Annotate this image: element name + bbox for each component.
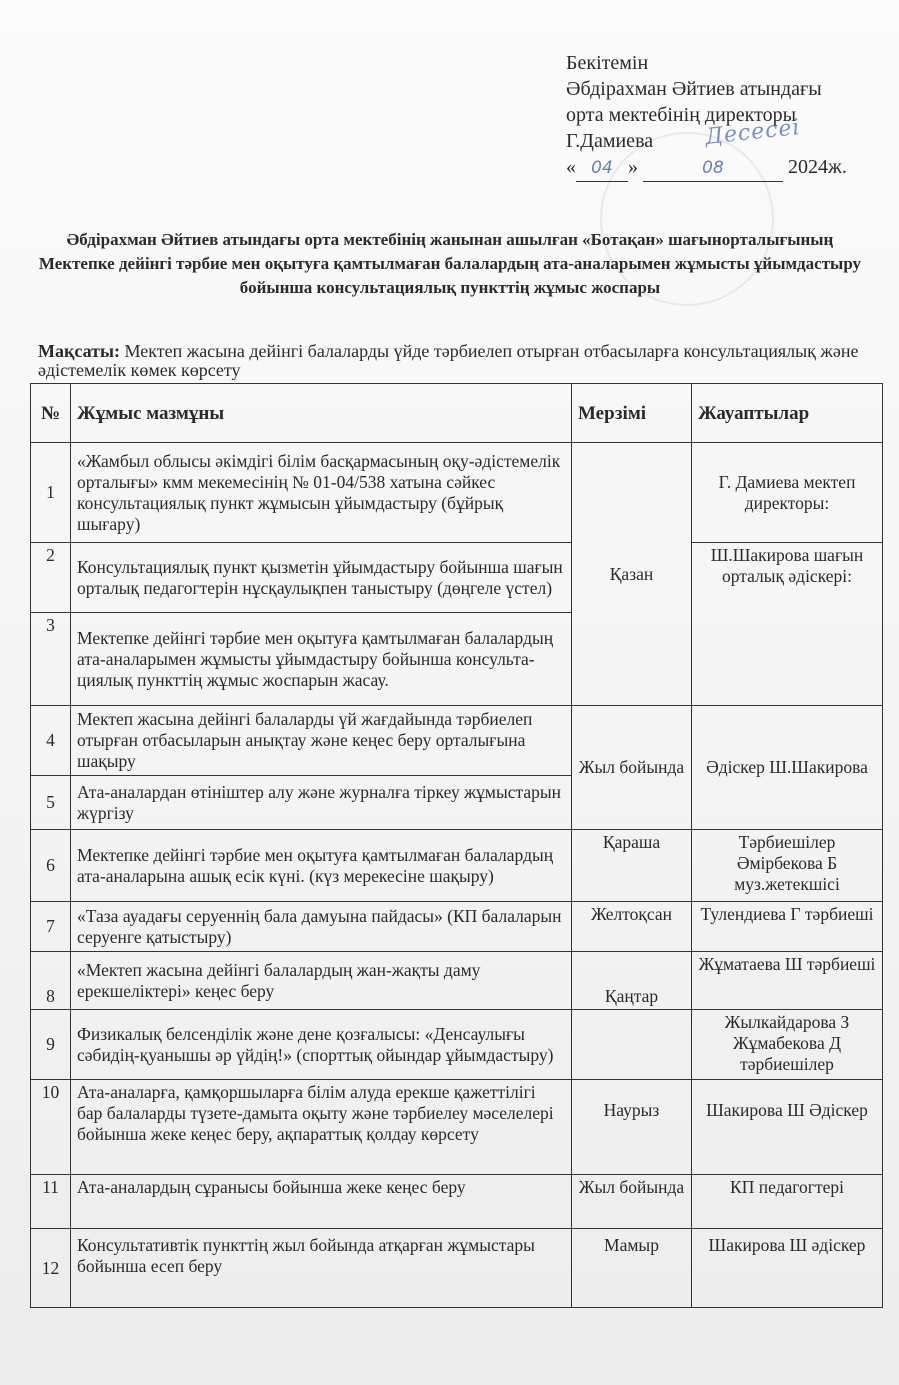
row-number: 3 (31, 613, 71, 706)
row-number: 1 (31, 443, 71, 543)
row-number: 12 (31, 1229, 71, 1308)
row-responsible: Г. Дамиева мектеп директоры: (692, 443, 883, 543)
row-number: 4 (31, 706, 71, 776)
row-number: 2 (31, 543, 71, 613)
row-number: 5 (31, 776, 71, 830)
row-responsible: Тулендиева Г тәрбиеші (692, 902, 883, 952)
row-date: Жыл бойында (572, 706, 692, 830)
row-number: 7 (31, 902, 71, 952)
table-row (31, 443, 883, 543)
row-content: Мектеп жасына дейінгі балаларды үй жағдайында тәрбиелеп отырған отбасыларын анықтау және кеңес беру орталығына шақыру (71, 706, 572, 776)
header-number: № (31, 384, 71, 443)
row-content: Ата-аналардан өтініштер алу және журналға тіркеу жұмыстарын жүргізу (71, 776, 572, 830)
row-date: Наурыз (572, 1080, 692, 1175)
table-row (31, 830, 883, 902)
row-number: 8 (31, 952, 71, 1010)
row-date: Қараша (572, 830, 692, 902)
table-row (31, 902, 883, 952)
plan-table (30, 383, 883, 1308)
row-date: Жыл бойында (572, 1175, 692, 1229)
approval-block (566, 50, 886, 182)
goal-label: Мақсаты: (38, 341, 120, 361)
row-content: «Мектеп жасына дейінгі балалардың жан-жақты даму ерекшеліктері» кеңес беру (71, 952, 572, 1010)
signature: Десесеі (703, 115, 802, 150)
row-content: Ата-аналардың сұранысы бойынша жеке кеңес беру (71, 1175, 572, 1229)
date-year: 2024ж. (788, 156, 847, 178)
row-responsible: Ш.Шакирова шағын орталық әдіскері: (692, 543, 883, 706)
row-date: Желтоқсан (572, 902, 692, 952)
row-content: Мектепке дейінгі тәрбие мен оқытуға қамтылмаған балалардың ата-аналарымен жұмысты ұйымдастыру бойынша консульта-циялық пункттің жұмыс жоспарын жасау. (71, 613, 572, 706)
table-row (31, 543, 883, 613)
table-row (31, 1010, 883, 1080)
goal-text: Мектеп жасына дейінгі балаларды үйде тәрбиелеп отырған отбасыларға консультациялық және әдістемелік көмек көрсету (38, 341, 859, 380)
row-number: 11 (31, 1175, 71, 1229)
row-responsible: Тәрбиешілер Әмірбекова Б муз.жетекшісі (692, 830, 883, 902)
row-date: Мамыр (572, 1229, 692, 1308)
director-name: Г.Дамиева (566, 130, 654, 152)
row-number: 10 (31, 1080, 71, 1175)
table-row (31, 1080, 883, 1175)
approval-line: орта мектебінің директоры (566, 104, 797, 126)
row-content: Консультативтік пункттің жыл бойында атқарған жұмыстары бойынша есеп беру (71, 1229, 572, 1308)
row-responsible: Шакирова Ш Әдіскер (692, 1080, 883, 1175)
row-content: Ата-аналарға, қамқоршыларға білім алуда ерекше қажеттілігі бар балаларды түзете-дамыта оқыту және тәрбиелеу мәселелері бойынша жеке кеңес беру, ақпараттық қолдау көрсету (71, 1080, 572, 1175)
approval-line: Әбдірахман Әйтиев атындағы (566, 78, 822, 100)
header-date: Мерзімі (572, 384, 692, 443)
approval-date: « 04 » 08 2024ж. (566, 154, 886, 182)
table-row (31, 706, 883, 776)
row-responsible: Жылкайдарова З Жұмабекова Д тәрбиешілер (692, 1010, 883, 1080)
header-responsible: Жауаптылар (692, 384, 883, 443)
row-date: Қазан (572, 443, 692, 706)
table-row (31, 1229, 883, 1308)
date-month: 08 (643, 155, 783, 182)
row-responsible: Жұматаева Ш тәрбиеші (692, 952, 883, 1010)
header-content: Жұмыс мазмұны (71, 384, 572, 443)
row-number: 9 (31, 1010, 71, 1080)
row-responsible: Шакирова Ш әдіскер (692, 1229, 883, 1308)
row-content: Консультациялық пункт қызметін ұйымдастыру бойынша шағын орталық педагогтерін нұсқаулықпен таныстыру (дөңгеле үстел) (71, 543, 572, 613)
row-number: 6 (31, 830, 71, 902)
row-content: «Таза ауадағы серуеннің бала дамуына пайдасы» (КП балаларын серуенге қатыстыру) (71, 902, 572, 952)
approval-line: Бекітемін (566, 52, 649, 74)
row-responsible: КП педагогтері (692, 1175, 883, 1229)
table-row (31, 952, 883, 1010)
table-header-row (31, 384, 883, 443)
row-date-empty (572, 1010, 692, 1080)
row-date: Қаңтар (572, 952, 692, 1010)
row-content: Физикалық белсенділік және дене қозғалысы: «Денсаулығы сәбидің-қуанышы әр үйдің!» (спорттық ойындар ұйымдастыру) (71, 1010, 572, 1080)
row-content: «Жамбыл облысы әкімдігі білім басқармасының оқу-әдістемелік орталығы» кмм мекемесінің № 01-04/538 хатына сәйкес консультациялық пункт жұмысын ұйымдастыру (бұйрық шығару) (71, 443, 572, 543)
table-row (31, 1175, 883, 1229)
row-responsible: Әдіскер Ш.Шакирова (692, 706, 883, 830)
date-day: 04 (576, 155, 628, 182)
row-content: Мектепке дейінгі тәрбие мен оқытуға қамтылмаған балалардың ата-аналарына ашық есік күні. (күз мерекесіне шақыру) (71, 830, 572, 902)
goal-paragraph (38, 342, 868, 380)
document-title: Әбдірахман Әйтиев атындағы орта мектебінің жанынан ашылған «Ботақан» шағынорталығының Мектепке дейінгі тәрбие мен оқытуға қамтылмаған балалардың ата-аналарымен жұмысты ұйымдастыру бойынша консультациялық пункттің жұмыс жоспары (38, 230, 862, 297)
